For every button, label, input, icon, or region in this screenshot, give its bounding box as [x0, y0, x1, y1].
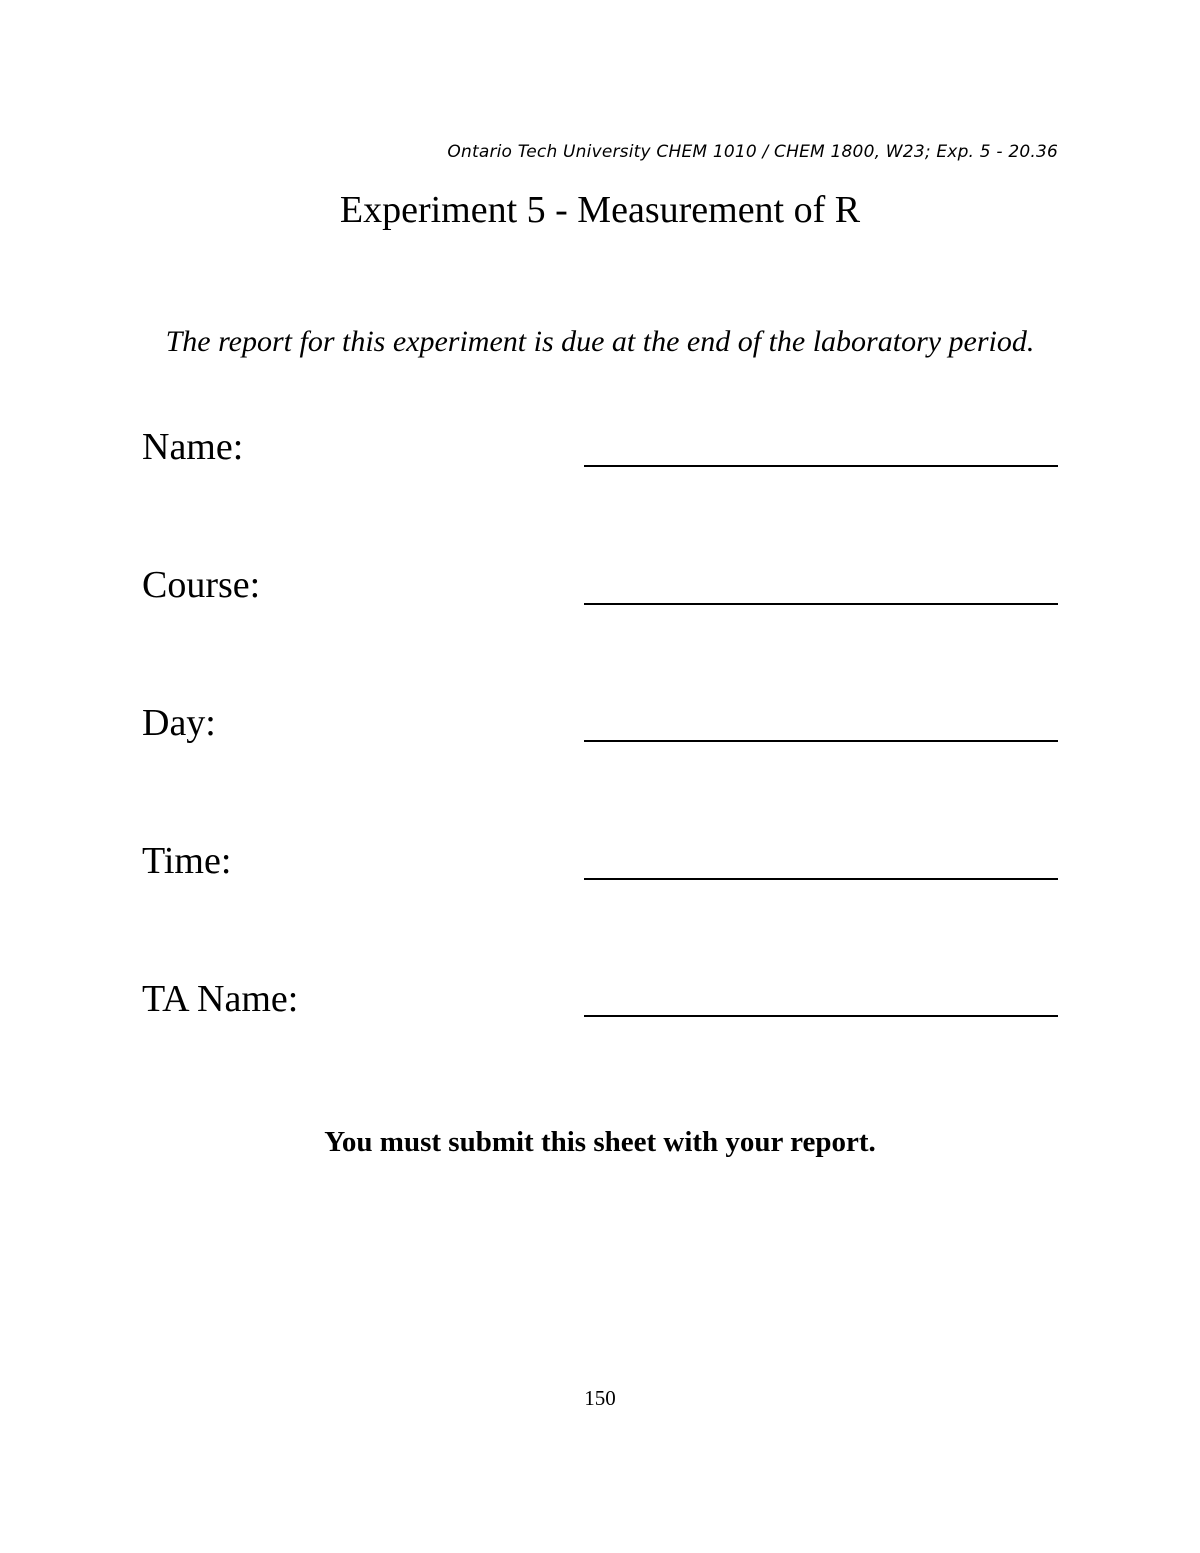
name-field[interactable] — [584, 465, 1058, 467]
course-field[interactable] — [584, 603, 1058, 605]
course-label: Course: — [142, 564, 261, 606]
page-title: Experiment 5 - Measurement of R — [339, 189, 861, 231]
name-label: Name: — [142, 426, 244, 468]
time-label: Time: — [142, 840, 232, 882]
running-header: Ontario Tech University CHEM 1010 / CHEM 1800, W23; Exp. 5 - 20.36 — [447, 142, 1058, 162]
submission-notice: You must submit this sheet with your report. — [324, 1126, 876, 1158]
due-note: The report for this experiment is due at the end of the laboratory period. — [165, 325, 1035, 358]
day-field[interactable] — [584, 740, 1058, 742]
ta-name-field[interactable] — [584, 1015, 1058, 1017]
page-number: 150 — [584, 1386, 616, 1410]
time-field[interactable] — [584, 878, 1058, 880]
ta-name-label: TA Name: — [142, 978, 299, 1020]
day-label: Day: — [142, 702, 216, 744]
